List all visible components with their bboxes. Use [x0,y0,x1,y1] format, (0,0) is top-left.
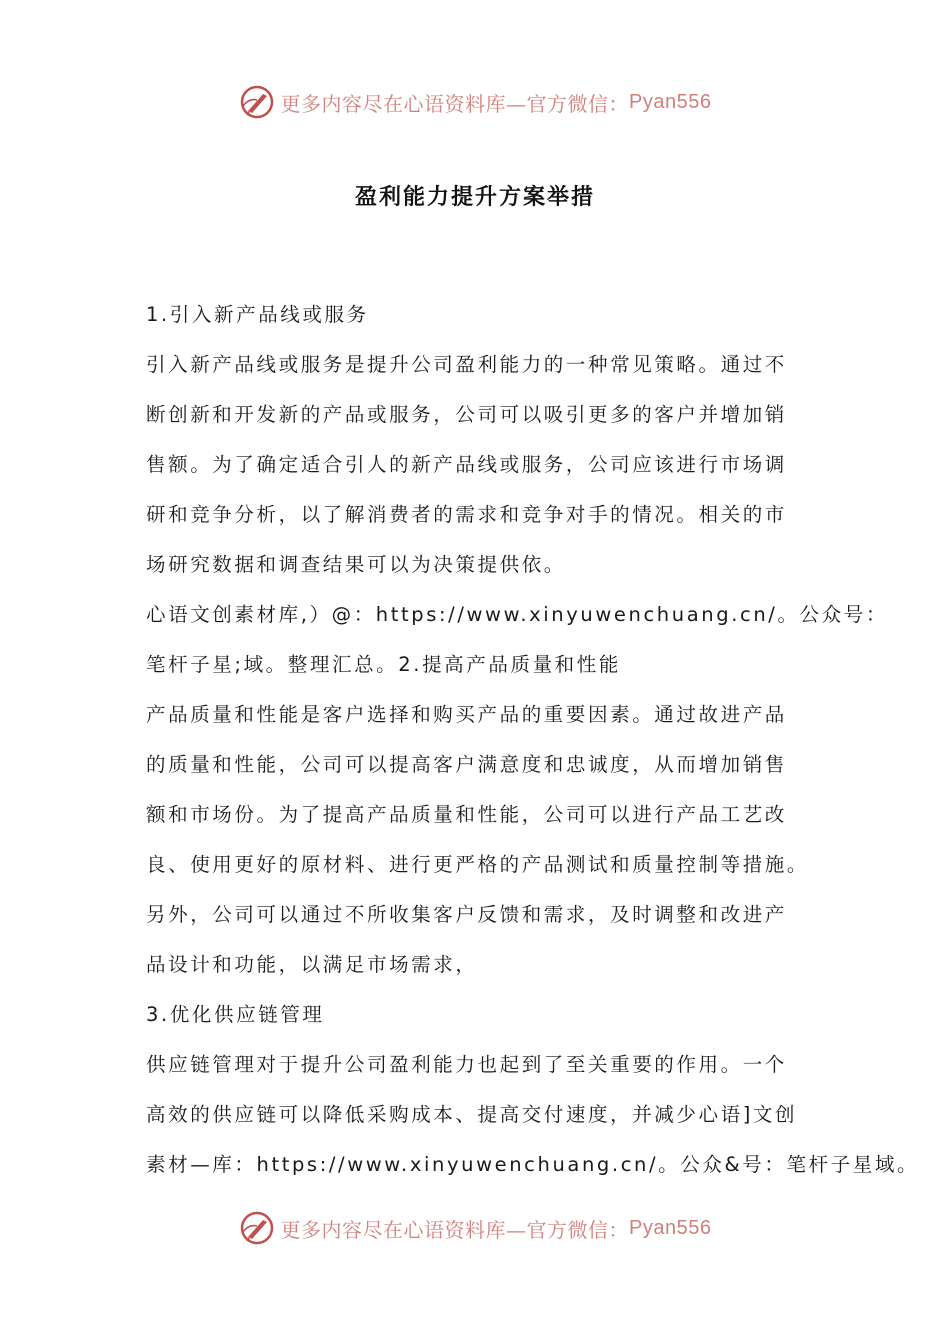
paragraph-line: 场研究数据和调查结果可以为决策提供依。 [146,553,566,576]
paragraph-line: 额和市场份。为了提高产品质量和性能，公司可以进行产品工艺改 [146,803,787,826]
paragraph-line: 的质量和性能，公司可以提高客户满意度和忠诚度，从而增加销售 [146,753,787,776]
paragraph-line-url: 素材—库：https://www.xinyuwenchuang.cn/。公众&号：笔杆子星域。 [146,1153,920,1176]
paragraph-line: 另外，公司可以通过不所收集客户反馈和需求，及时调整和改进产 [146,903,787,926]
paragraph-line: 良、使用更好的原材料、进行更严格的产品测试和质量控制等措施。 [146,853,810,876]
watermark-banner-bottom [0,1208,950,1248]
heading-2-line: 笔杆子星;域。整理汇总。2.提高产品质量和性能 [146,653,621,676]
paragraph-line-url: 心语文创素材库,）@：https://www.xinyuwenchuang.cn/。公众号： [146,603,888,626]
watermark-banner-top [0,82,950,122]
paragraph-line: 产品质量和性能是客户选择和购买产品的重要因素。通过故进产品 [146,703,787,726]
paragraph-line: 高效的供应链可以降低采购成本、提高交付速度，并减少心语]文创 [146,1103,798,1126]
paragraph-line: 供应链管理对于提升公司盈利能力也起到了至关重要的作用。一个 [146,1053,787,1076]
watermark-wechat-id: Pyan556 [629,1216,712,1239]
document-title: 盈利能力提升方案举措 [354,185,595,210]
paragraph-line: 售额。为了确定适合引人的新产品线或服务，公司应该进行市场调 [146,453,787,476]
heading-3: 3.优化供应链管理 [146,1003,325,1026]
paragraph-line: 研和竞争分析，以了解消费者的需求和竞争对手的情况。相关的市 [146,503,787,526]
document-body [146,290,920,1190]
pen-logo-icon [239,84,275,120]
paragraph-line: 引入新产品线或服务是提升公司盈利能力的一种常见策略。通过不 [146,353,787,376]
watermark-text: 更多内容尽在心语资料库—官方微信： [280,1217,630,1242]
paragraph-line: 品设计和功能，以满足市场需求， [146,953,478,976]
watermark-wechat-id: Pyan556 [629,90,712,113]
pen-logo-icon [239,1210,275,1246]
paragraph-line: 断创新和开发新的产品或服务，公司可以吸引更多的客户并增加销 [146,403,787,426]
watermark-text: 更多内容尽在心语资料库—官方微信： [280,91,630,116]
heading-1: 1.引入新产品线或服务 [146,303,369,326]
